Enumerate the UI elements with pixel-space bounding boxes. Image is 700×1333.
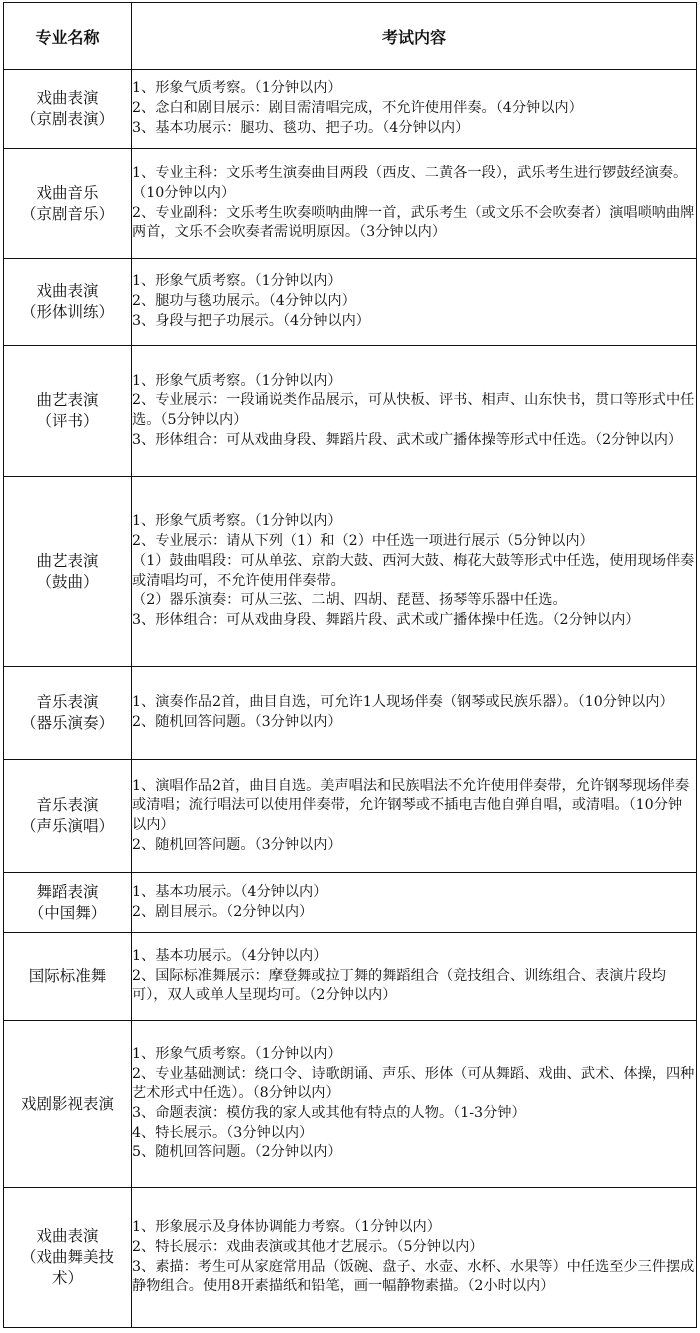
major-name-cell: [4, 70, 132, 149]
table-row: [4, 760, 697, 873]
header-content: 考试内容: [132, 3, 697, 70]
major-name-line: （评书）: [36, 412, 99, 430]
exam-item: 5、随机回答问题。（2分钟以内）: [132, 1144, 342, 1161]
major-name-line: （器乐演奏）: [20, 714, 114, 732]
major-name-line: 戏曲音乐: [36, 183, 99, 202]
exam-item: （1）鼓曲唱段：可从单弦、京韵大鼓、西河大鼓、梅花大鼓等形式中任选，使用现场伴奏或清唱均可，不允许使用伴奏带。: [132, 552, 695, 589]
exam-item: 2、专业展示：一段诵说类作品展示，可从快板、评书、相声、山东快书，贯口等形式中任选。（5分钟以内）: [132, 392, 695, 428]
table-row: [4, 933, 697, 1021]
exam-content-cell: [132, 477, 697, 667]
exam-item: 1、基本功展示。（4分钟以内）: [132, 883, 328, 900]
major-name-line: 戏曲表演: [36, 282, 99, 300]
exam-item: 1、演唱作品2首，曲目自选。美声唱法和民族唱法不允许使用伴奏带，允许钢琴现场伴奏或清唱；流行唱法可以使用伴奏带，允许钢琴或不插电吉他自弹自唱，或清唱。（10分钟以内）: [132, 777, 690, 833]
exam-item: 1、形象展示及身体协调能力考察。（1分钟以内）: [132, 1219, 441, 1236]
table-row: [4, 477, 697, 667]
exam-content-cell: [132, 259, 697, 346]
exam-item: 2、腿功与毯功展示。（4分钟以内）: [132, 293, 356, 310]
major-name-line: 术）: [51, 1269, 83, 1287]
exam-item: 2、专业展示：请从下列（1）和（2）中任选一项进行展示（5分钟以内）: [132, 533, 594, 550]
major-name-line: 国际标准舞: [28, 967, 107, 985]
exam-item: 1、基本功展示。（4分钟以内）: [132, 947, 328, 964]
major-name-cell: [4, 873, 132, 933]
exam-item: 1、专业主科：文乐考生演奏曲目两段（西皮、二黄各一段），武乐考生进行锣鼓经演奏。（10分钟以内）: [132, 165, 688, 201]
table-row: [4, 1021, 697, 1188]
exam-content-cell: [132, 1188, 697, 1328]
exam-item: 1、形象气质考察。（1分钟以内）: [132, 372, 342, 389]
exam-item: 3、素描：考生可从家庭常用品（饭碗、盘子、水壶、水杯、水果等）中任选至少三件摆成静物组合。使用8开素描纸和铅笔，画一幅静物素描。（2小时以内）: [132, 1258, 695, 1295]
exam-content-table: [3, 2, 697, 1328]
exam-item: 2、专业基础测试：绕口令、诗歌朗诵、声乐、形体（可从舞蹈、戏曲、武术、体操，四种艺术形式中任选）。（8分钟以内）: [132, 1065, 695, 1102]
major-name-cell: [4, 149, 132, 259]
exam-item: 2、特长展示：戏曲表演或其他才艺展示。（5分钟以内）: [132, 1238, 484, 1255]
major-name-cell: [4, 933, 132, 1021]
table-row: [4, 149, 697, 259]
major-name-cell: [4, 477, 132, 667]
exam-item: 2、剧目展示。（2分钟以内）: [132, 903, 314, 920]
major-name-line: 戏剧影视表演: [20, 1094, 114, 1113]
major-name-line: 舞蹈表演: [36, 882, 99, 901]
exam-item: 3、形体组合：可从戏曲身段、舞蹈片段、武术或广播体操等形式中任选。（2分钟以内）: [132, 431, 683, 448]
table-header-row: [4, 3, 697, 70]
exam-content-cell: [132, 760, 697, 873]
header-major: 专业名称: [4, 3, 132, 70]
major-name-cell: [4, 346, 132, 477]
exam-content-cell: [132, 667, 697, 760]
table-row: [4, 346, 697, 477]
exam-content-cell: [132, 873, 697, 933]
major-name-line: 音乐表演: [36, 693, 99, 711]
major-name-cell: [4, 1021, 132, 1188]
exam-content-cell: [132, 346, 697, 477]
exam-item: 1、形象气质考察。（1分钟以内）: [132, 1045, 342, 1062]
exam-item: 2、国际标准舞展示：摩登舞或拉丁舞的舞蹈组合（竞技组合、训练组合、表演片段均可），双人或单人呈现均可。（2分钟以内）: [132, 967, 666, 1004]
exam-item: 1、形象气质考察。（1分钟以内）: [132, 80, 342, 97]
table-row: [4, 259, 697, 346]
exam-item: 2、专业副科：文乐考生吹奏唢呐曲牌一首，武乐考生（或文乐不会吹奏者）演唱唢呐曲牌两首，文乐不会吹奏者需说明原因。（3分钟以内）: [132, 204, 695, 241]
major-name-line: 戏曲表演: [36, 1227, 99, 1245]
major-name-line: （声乐演唱）: [20, 817, 114, 835]
major-name-cell: [4, 667, 132, 760]
major-name-line: （形体训练）: [20, 303, 114, 321]
table-row: [4, 1188, 697, 1328]
exam-item: 1、演奏作品2首，曲目自选，可允许1人现场伴奏（钢琴或民族乐器）。（10分钟以内）: [132, 694, 674, 711]
exam-item: 3、形体组合：可从戏曲身段、舞蹈片段、武术或广播体操中任选。（2分钟以内）: [132, 611, 640, 628]
major-name-line: （戏曲舞美技: [20, 1248, 114, 1266]
major-name-cell: [4, 1188, 132, 1328]
major-name-cell: [4, 259, 132, 346]
major-name-line: 音乐表演: [36, 796, 99, 814]
exam-item: 1、形象气质考察。（1分钟以内）: [132, 513, 342, 530]
major-name-line: 戏曲表演: [36, 89, 99, 107]
exam-content-cell: [132, 1021, 697, 1188]
major-name-line: 曲艺表演: [36, 391, 99, 409]
major-name-line: （京剧音乐）: [20, 204, 114, 223]
table-body: [4, 70, 697, 1328]
exam-item: （2）器乐演奏：可从三弦、二胡、四胡、琵琶、扬琴等乐器中任选。: [132, 592, 567, 609]
exam-item: 2、随机回答问题。（3分钟以内）: [132, 714, 342, 730]
exam-item: 2、随机回答问题。（3分钟以内）: [132, 836, 342, 853]
exam-item: 3、身段与把子功展示。（4分钟以内）: [132, 312, 370, 329]
exam-item: 2、念白和剧目展示：剧目需清唱完成，不允许使用伴奏。（4分钟以内）: [132, 100, 583, 117]
table-row: [4, 667, 697, 760]
exam-content-cell: [132, 70, 697, 149]
exam-item: 3、命题表演：模仿我的家人或其他有特点的人物。（1-3分钟）: [132, 1105, 526, 1121]
major-name-cell: [4, 760, 132, 873]
exam-item: 4、特长展示。（3分钟以内）: [132, 1124, 314, 1141]
major-name-line: 曲艺表演: [36, 551, 99, 570]
exam-item: 1、形象气质考察。（1分钟以内）: [132, 273, 342, 290]
exam-content-cell: [132, 149, 697, 259]
table-row: [4, 70, 697, 149]
major-name-line: （鼓曲）: [36, 572, 99, 591]
major-name-line: （中国舞）: [28, 903, 107, 922]
table-row: [4, 873, 697, 933]
exam-content-cell: [132, 933, 697, 1021]
exam-item: 3、基本功展示：腿功、毯功、把子功。（4分钟以内）: [132, 119, 470, 136]
major-name-line: （京剧表演）: [20, 110, 114, 128]
